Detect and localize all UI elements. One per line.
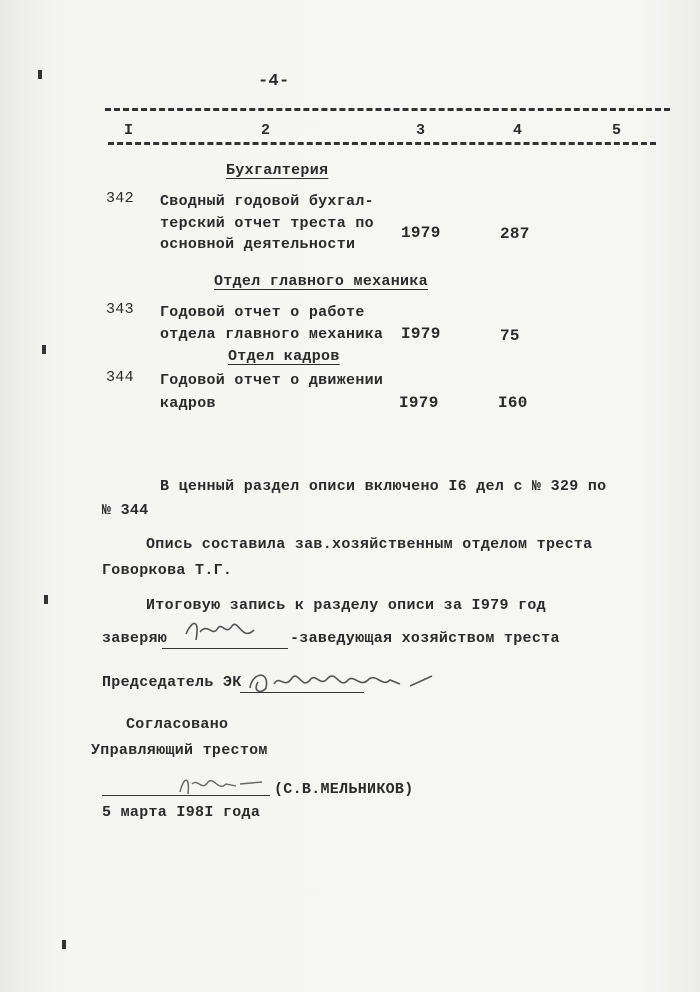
chairman-label: Председатель ЭК [102,674,242,691]
entry-sheets: 287 [500,225,530,243]
entry-title-line: Годовой отчет о работе [160,304,365,321]
approval-date: 5 марта I98I года [102,804,261,821]
entry-year: I979 [399,394,439,412]
final-record-line: Итоговую запись к разделу описи за I979 год [146,597,546,614]
entry-title-line: отдела главного механика [160,326,384,343]
section-heading: Бухгалтерия [226,162,329,179]
section-heading: Отдел главного механика [214,273,428,290]
final-record-prefix: заверяю [102,630,168,647]
entry-year: 1979 [401,224,441,242]
entry-number: 342 [106,190,134,207]
column-rule [108,142,656,145]
column-number-4: 4 [513,122,523,139]
entry-title-line: Сводный годовой бухгал- [160,193,374,210]
entry-sheets: 75 [500,327,520,345]
column-number-2: 2 [261,122,271,139]
chairman-signature [244,662,444,702]
entry-title-line: основной деятельности [160,236,356,253]
margin-mark [62,940,66,949]
approval-agreed: Согласовано [126,716,229,733]
summary-line: № 344 [102,502,149,519]
margin-mark [38,70,42,79]
entry-title-line: кадров [160,395,216,412]
manager-name: (С.В.МЕЛЬНИКОВ) [274,781,414,798]
manager-signature [176,770,266,800]
column-number-3: 3 [416,122,426,139]
header-rule [105,108,670,111]
section-heading: Отдел кадров [228,348,340,365]
compiled-name: Говоркова Т.Г. [102,562,233,579]
page-number: -4- [258,72,290,91]
entry-number: 343 [106,301,134,318]
column-number-1: I [124,122,134,139]
compiled-line: Опись составила зав.хозяйственным отделом треста [146,536,593,553]
entry-number: 344 [106,369,134,386]
margin-mark [42,345,46,354]
entry-title-line: терский отчет треста по [160,215,374,232]
entry-title-line: Годовой отчет о движении [160,372,384,389]
margin-mark [44,595,48,604]
final-record-suffix: -заведующая хозяйством треста [290,630,560,647]
approval-title: Управляющий трестом [91,742,268,759]
entry-year: I979 [401,325,441,343]
summary-line: В ценный раздел описи включено I6 дел с № 329 по [160,478,607,495]
column-number-5: 5 [612,122,622,139]
signature-mark [182,612,262,652]
entry-sheets: I60 [498,394,528,412]
